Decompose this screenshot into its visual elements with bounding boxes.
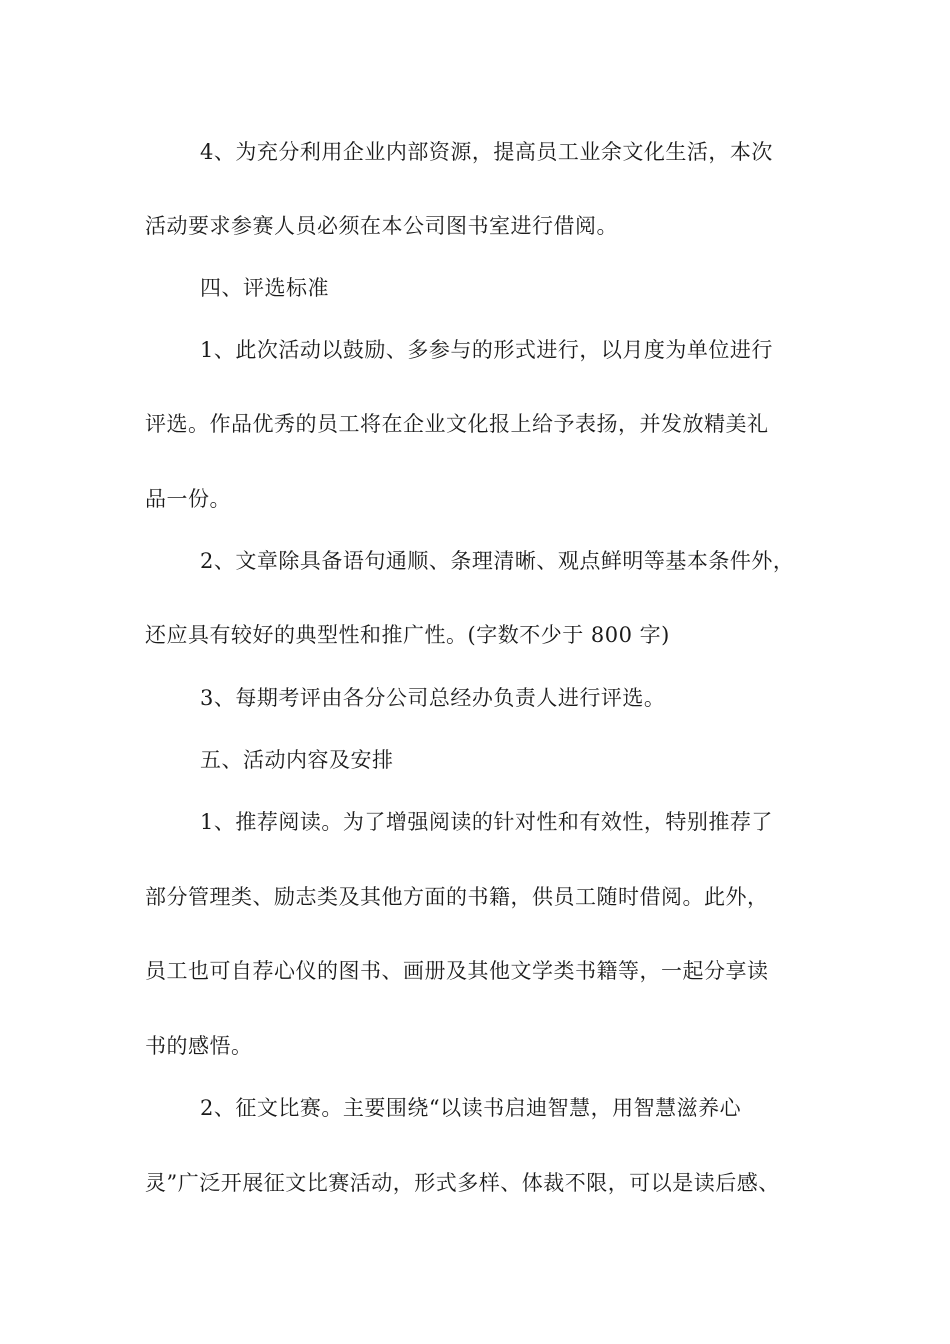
paragraph-line: 书的感悟。 (145, 1034, 253, 1058)
paragraph-line: 评选。作品优秀的员工将在企业文化报上给予表扬，并发放精美礼 (145, 412, 769, 436)
paragraph-line: 部分管理类、励志类及其他方面的书籍，供员工随时借阅。此外， (145, 885, 769, 909)
paragraph-line: 1、此次活动以鼓励、多参与的形式进行，以月度为单位进行 (200, 338, 773, 362)
paragraph-line: 还应具有较好的典型性和推广性。(字数不少于 800 字) (145, 623, 670, 647)
paragraph-line: 2、文章除具备语句通顺、条理清晰、观点鲜明等基本条件外， (200, 549, 795, 573)
paragraph-line: 品一份。 (145, 487, 231, 511)
paragraph-line: 3、每期考评由各分公司总经办负责人进行评选。 (200, 686, 666, 710)
paragraph-line: 灵”广泛开展征文比赛活动，形式多样、体裁不限，可以是读后感、 (145, 1171, 780, 1195)
section-heading: 五、活动内容及安排 (200, 748, 394, 772)
section-heading: 四、评选标准 (200, 276, 329, 300)
paragraph-line: 4、为充分利用企业内部资源，提高员工业余文化生活，本次 (200, 140, 773, 164)
paragraph-line: 1、推荐阅读。为了增强阅读的针对性和有效性，特别推荐了 (200, 810, 773, 834)
paragraph-line: 2、征文比赛。主要围绕“以读书启迪智慧，用智慧滋养心 (200, 1096, 742, 1120)
paragraph-line: 活动要求参赛人员必须在本公司图书室进行借阅。 (145, 214, 618, 238)
paragraph-line: 员工也可自荐心仪的图书、画册及其他文学类书籍等，一起分享读 (145, 959, 769, 983)
